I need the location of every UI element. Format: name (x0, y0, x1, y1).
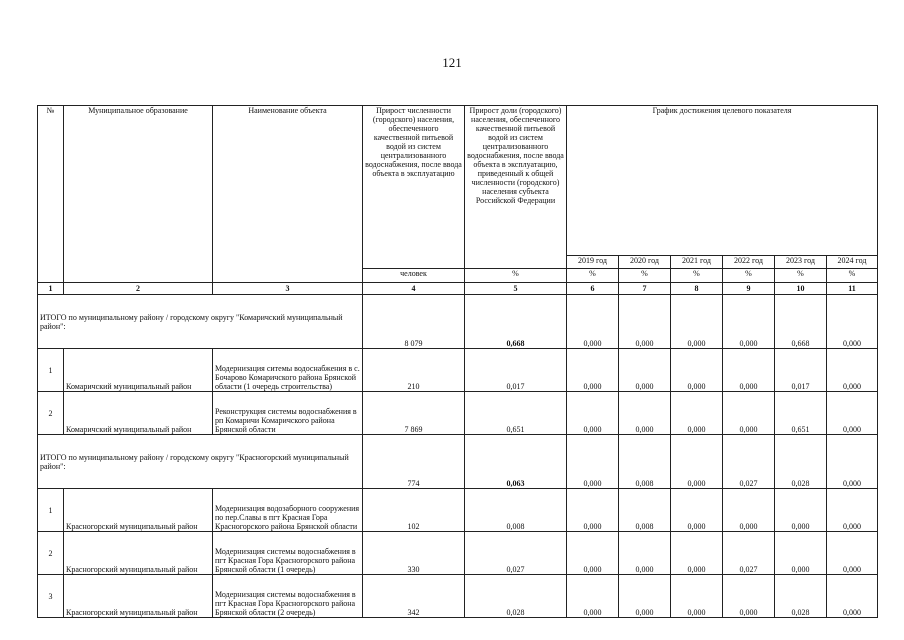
row-year-value: 0,027 (723, 532, 775, 575)
total-population: 774 (363, 435, 465, 489)
row-year-value: 0,000 (619, 349, 671, 392)
column-number: 8 (671, 283, 723, 295)
row-number: 2 (38, 392, 64, 435)
row-year-value: 0,000 (827, 392, 878, 435)
target-indicator-table (37, 105, 878, 618)
total-year-value: 0,000 (827, 295, 878, 349)
row-population: 7 869 (363, 392, 465, 435)
column-number-row (38, 283, 878, 295)
column-number: 6 (567, 283, 619, 295)
header-year: 2022 год (723, 256, 775, 269)
row-year-value: 0,000 (567, 532, 619, 575)
row-share: 0,017 (465, 349, 567, 392)
total-row (38, 295, 878, 349)
header-schedule: График достижения целевого показателя (567, 106, 878, 256)
total-share: 0,668 (465, 295, 567, 349)
row-year-value: 0,017 (775, 349, 827, 392)
row-population: 102 (363, 489, 465, 532)
header-year: 2019 год (567, 256, 619, 269)
row-share: 0,028 (465, 575, 567, 618)
total-year-value: 0,000 (619, 295, 671, 349)
row-year-value: 0,000 (619, 575, 671, 618)
column-number: 3 (213, 283, 363, 295)
column-number: 5 (465, 283, 567, 295)
column-number: 9 (723, 283, 775, 295)
column-number: 7 (619, 283, 671, 295)
row-year-value: 0,000 (567, 489, 619, 532)
unit-percent: % (671, 269, 723, 283)
total-year-value: 0,027 (723, 435, 775, 489)
unit-percent: % (567, 269, 619, 283)
row-object: Модернизация ситемы водоснабжения в с. Бочарово Комаричского района Брянской области (1 очередь строительства) (213, 349, 363, 392)
row-year-value: 0,000 (775, 532, 827, 575)
row-year-value: 0,000 (827, 575, 878, 618)
total-year-value: 0,000 (723, 295, 775, 349)
column-number: 1 (38, 283, 64, 295)
unit-percent: % (775, 269, 827, 283)
row-share: 0,027 (465, 532, 567, 575)
column-number: 4 (363, 283, 465, 295)
header-year: 2024 год (827, 256, 878, 269)
row-year-value: 0,000 (671, 349, 723, 392)
row-year-value: 0,000 (567, 392, 619, 435)
row-year-value: 0,000 (775, 489, 827, 532)
total-row (38, 435, 878, 489)
header-year: 2023 год (775, 256, 827, 269)
row-number: 1 (38, 349, 64, 392)
row-object: Модернизация системы водоснабжения в пгт Красная Гора Красногорского района Брянской области (1 очередь) (213, 532, 363, 575)
total-share: 0,063 (465, 435, 567, 489)
row-year-value: 0,000 (619, 532, 671, 575)
header-municipality: Муниципальное образование (64, 106, 213, 283)
table-row (38, 575, 878, 618)
column-number: 11 (827, 283, 878, 295)
header-year: 2020 год (619, 256, 671, 269)
column-number: 2 (64, 283, 213, 295)
row-municipality: Красногорский муниципальный район (64, 489, 213, 532)
total-population: 8 079 (363, 295, 465, 349)
row-year-value: 0,000 (827, 349, 878, 392)
row-year-value: 0,000 (567, 349, 619, 392)
header-year: 2021 год (671, 256, 723, 269)
row-number: 2 (38, 532, 64, 575)
row-year-value: 0,000 (723, 392, 775, 435)
total-year-value: 0,000 (671, 295, 723, 349)
unit-percent: % (619, 269, 671, 283)
unit-percent: % (723, 269, 775, 283)
total-year-value: 0,028 (775, 435, 827, 489)
row-municipality: Красногорский муниципальный район (64, 575, 213, 618)
row-share: 0,008 (465, 489, 567, 532)
table-row (38, 392, 878, 435)
total-year-value: 0,000 (827, 435, 878, 489)
column-number: 10 (775, 283, 827, 295)
row-year-value: 0,000 (723, 349, 775, 392)
header-share-growth: Прирост доли (городского) населения, обеспеченного качественной питьевой водой из систем централизованного водоснабжения, после ввода объекта в эксплуатацию, приведенный к общей численности (городского) населения субъекта Российской Федерации (465, 106, 567, 269)
row-year-value: 0,651 (775, 392, 827, 435)
total-year-value: 0,668 (775, 295, 827, 349)
row-year-value: 0,000 (671, 575, 723, 618)
table-row (38, 349, 878, 392)
header-no: № (38, 106, 64, 283)
header-row (38, 106, 878, 256)
table-row (38, 489, 878, 532)
row-object: Модернизация системы водоснабжения в пгт Красная Гора Красногорского района Брянской области (2 очередь) (213, 575, 363, 618)
unit-percent: % (827, 269, 878, 283)
row-share: 0,651 (465, 392, 567, 435)
row-year-value: 0,008 (619, 489, 671, 532)
row-population: 330 (363, 532, 465, 575)
total-label: ИТОГО по муниципальному району / городскому округу "Комаричский муниципальный район": (38, 295, 363, 349)
unit-percent: % (465, 269, 567, 283)
row-year-value: 0,000 (827, 532, 878, 575)
row-year-value: 0,000 (671, 489, 723, 532)
unit-people: человек (363, 269, 465, 283)
row-year-value: 0,000 (827, 489, 878, 532)
row-year-value: 0,000 (723, 489, 775, 532)
total-year-value: 0,000 (567, 435, 619, 489)
header-population-growth: Прирост численности (городского) населения, обеспеченного качественной питьевой водой из систем централизованного водоснабжения, после ввода объекта в эксплуатацию (363, 106, 465, 269)
row-population: 210 (363, 349, 465, 392)
total-year-value: 0,008 (619, 435, 671, 489)
row-year-value: 0,000 (671, 392, 723, 435)
row-year-value: 0,000 (619, 392, 671, 435)
row-municipality: Красногорский муниципальный район (64, 532, 213, 575)
row-year-value: 0,000 (723, 575, 775, 618)
row-object: Модернизация водозаборного сооружения по пер.Славы в пгт Красная Гора Красногорского района Брянской области (213, 489, 363, 532)
row-number: 1 (38, 489, 64, 532)
row-municipality: Комаричский муниципальный район (64, 349, 213, 392)
table-row (38, 532, 878, 575)
row-number: 3 (38, 575, 64, 618)
row-year-value: 0,028 (775, 575, 827, 618)
row-year-value: 0,000 (671, 532, 723, 575)
row-population: 342 (363, 575, 465, 618)
header-object-name: Наименование объекта (213, 106, 363, 283)
row-object: Реконструкция системы водоснабжения в рп Комаричи Комаричского района Брянской области (213, 392, 363, 435)
row-municipality: Комаричский муниципальный район (64, 392, 213, 435)
total-year-value: 0,000 (567, 295, 619, 349)
row-year-value: 0,000 (567, 575, 619, 618)
total-label: ИТОГО по муниципальному району / городскому округу "Красногорский муниципальный район": (38, 435, 363, 489)
total-year-value: 0,000 (671, 435, 723, 489)
page-number: 121 (442, 55, 462, 70)
